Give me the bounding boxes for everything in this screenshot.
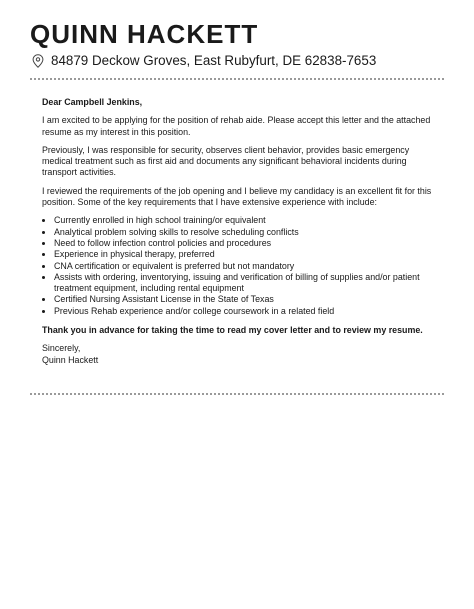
applicant-name: QUINN HACKETT bbox=[30, 19, 259, 49]
list-item: • Certified Nursing Assistant License in the State of Texas bbox=[54, 294, 442, 305]
letter-header bbox=[30, 20, 444, 68]
signoff: Sincerely, bbox=[42, 343, 81, 354]
salutation: Dear Campbell Jenkins, bbox=[42, 97, 143, 107]
list-item: • Previous Rehab experience and/or college coursework in a related field bbox=[54, 306, 442, 317]
requirements-list bbox=[42, 215, 442, 317]
list-item: • Currently enrolled in high school training/or equivalent bbox=[54, 215, 442, 226]
footer-divider bbox=[30, 393, 444, 395]
address-text: 84879 Deckow Groves, East Rubyfurt, DE 62838-7653 bbox=[51, 53, 377, 68]
header-divider bbox=[30, 78, 444, 80]
signature-name: Quinn Hackett bbox=[42, 354, 99, 365]
list-item: • CNA certification or equivalent is preferred but not mandatory bbox=[54, 261, 442, 272]
address-row bbox=[30, 53, 444, 68]
list-item: • Experience in physical therapy, preferred bbox=[54, 249, 442, 260]
closing-statement: Thank you in advance for taking the time to read my cover letter and to review my resume. bbox=[42, 325, 423, 336]
paragraph-intro: I am excited to be applying for the position of rehab aide. Please accept this letter and the attached resume as my interest in this position. bbox=[42, 115, 431, 137]
paragraph-requirements-intro: I reviewed the requirements of the job opening and I believe my candidacy is an excellent fit for this position. Some of the key requirements that I have extensive experience with include: bbox=[42, 185, 432, 208]
map-pin-icon bbox=[32, 54, 44, 68]
paragraph-experience: Previously, I was responsible for security, observes client behavior, provides basic emergency medical treatment such as first aid and documents any significant behavioral incidents during transport activities. bbox=[42, 144, 410, 178]
list-item: • Need to follow infection control policies and procedures bbox=[54, 238, 442, 249]
list-item: • Analytical problem solving skills to resolve scheduling conflicts bbox=[54, 227, 442, 238]
list-item: • Assists with ordering, inventorying, issuing and verification of billing of supplies and/or patient treatment equipment, including rental equipment bbox=[54, 272, 442, 295]
letter-body bbox=[42, 97, 442, 366]
